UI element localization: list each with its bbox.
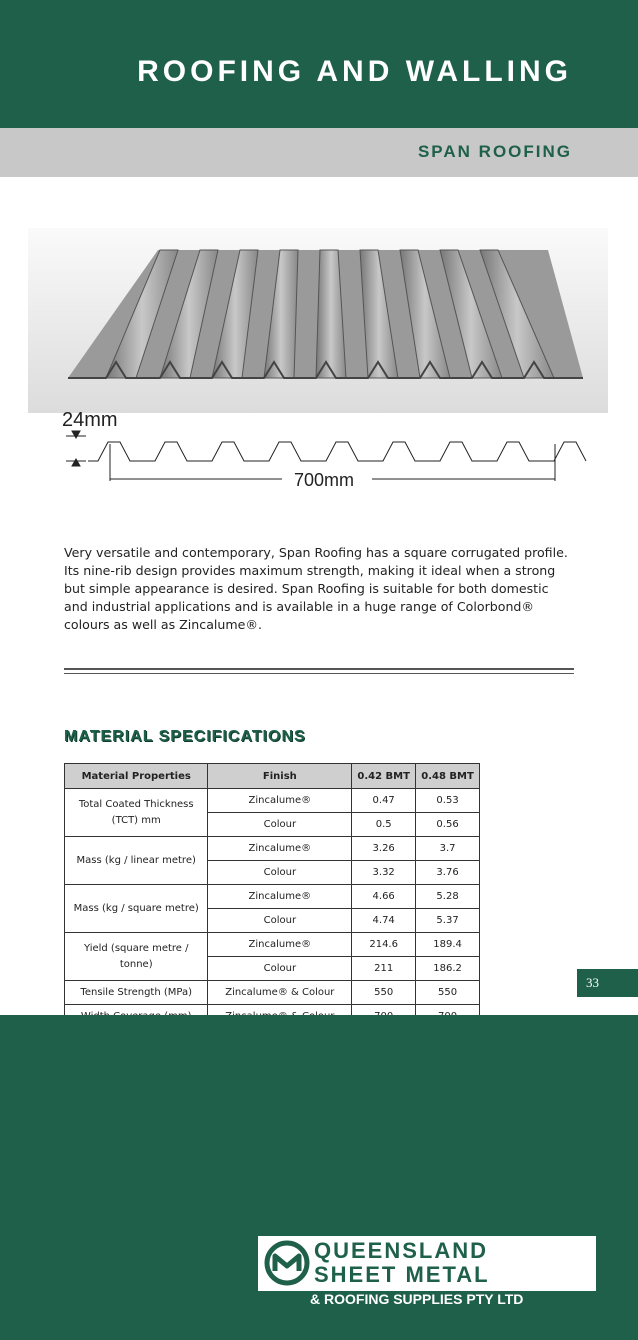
cell-value: 4.66: [352, 885, 416, 909]
cell-value: 211: [352, 957, 416, 981]
table-row: [65, 837, 480, 861]
cell-value: 550: [416, 981, 480, 1005]
cell-property: Yield (square metre / tonne): [65, 933, 208, 981]
page-number: 33: [577, 969, 638, 997]
page-subtitle: SPAN ROOFING: [417, 142, 572, 161]
profile-diagram: [0, 398, 638, 498]
cell-value: 0.53: [416, 789, 480, 813]
cell-finish: Colour: [208, 861, 352, 885]
product-photo: [28, 228, 608, 413]
page-title: ROOFING AND WALLING: [137, 55, 572, 88]
subheader-band: [0, 128, 638, 177]
company-subtitle: & ROOFING SUPPLIES PTY LTD: [310, 1291, 524, 1307]
width-label: 700mm: [294, 470, 355, 490]
cell-value: 4.74: [352, 909, 416, 933]
cell-value: 3.7: [416, 837, 480, 861]
cell-property: Mass (kg / linear metre): [65, 837, 208, 885]
divider-thin: [64, 673, 574, 674]
cell-value: 5.28: [416, 885, 480, 909]
cell-property: Mass (kg / square metre): [65, 885, 208, 933]
profile-outline: [88, 442, 586, 461]
table-header-row: [65, 764, 480, 789]
cell-value: 0.47: [352, 789, 416, 813]
cell-value: 186.2: [416, 957, 480, 981]
product-description: Very versatile and contemporary, Span Roofing has a square corrugated profile. Its nine-rib design provides maximum strength, making it ideal when a strong but simple appearance is desired. Span Roofing is suitable for both domestic and industrial applications and is available in a huge range of Colorbond® colours as well as Zincalume®.: [64, 544, 568, 632]
section-title: MATERIAL SPECIFICATIONS: [64, 728, 306, 745]
cell-value: 214.6: [352, 933, 416, 957]
table-row: [65, 981, 480, 1005]
col-header-048: 0.48 BMT: [416, 764, 480, 789]
cell-value: 550: [352, 981, 416, 1005]
cell-finish: Colour: [208, 909, 352, 933]
cell-finish: Zincalume®: [208, 837, 352, 861]
cell-value: 189.4: [416, 933, 480, 957]
col-header-property: Material Properties: [65, 764, 208, 789]
divider-thick: [64, 668, 574, 670]
col-header-042: 0.42 BMT: [352, 764, 416, 789]
cell-property: Tensile Strength (MPa): [65, 981, 208, 1005]
header-band: [0, 0, 638, 128]
cell-finish: Colour: [208, 957, 352, 981]
cell-value: 0.5: [352, 813, 416, 837]
cell-value: 3.32: [352, 861, 416, 885]
cell-finish: Zincalume® & Colour: [208, 981, 352, 1005]
height-arrows: [66, 431, 86, 466]
cell-value: 5.37: [416, 909, 480, 933]
cell-finish: Zincalume®: [208, 789, 352, 813]
cell-value: 3.76: [416, 861, 480, 885]
col-header-finish: Finish: [208, 764, 352, 789]
company-logo: [258, 1236, 596, 1291]
table-row: [65, 885, 480, 909]
cell-finish: Colour: [208, 813, 352, 837]
logo-mark-icon: [264, 1240, 310, 1286]
cell-finish: Zincalume®: [208, 933, 352, 957]
logo-text-line2: SHEET METAL: [314, 1262, 490, 1287]
table-row: [65, 789, 480, 813]
cell-finish: Zincalume®: [208, 885, 352, 909]
height-label: 24mm: [62, 409, 118, 431]
cell-property: Total Coated Thickness (TCT) mm: [65, 789, 208, 837]
cell-value: 0.56: [416, 813, 480, 837]
logo-text-line1: QUEENSLAND: [314, 1238, 489, 1263]
table-row: [65, 933, 480, 957]
cell-value: 3.26: [352, 837, 416, 861]
